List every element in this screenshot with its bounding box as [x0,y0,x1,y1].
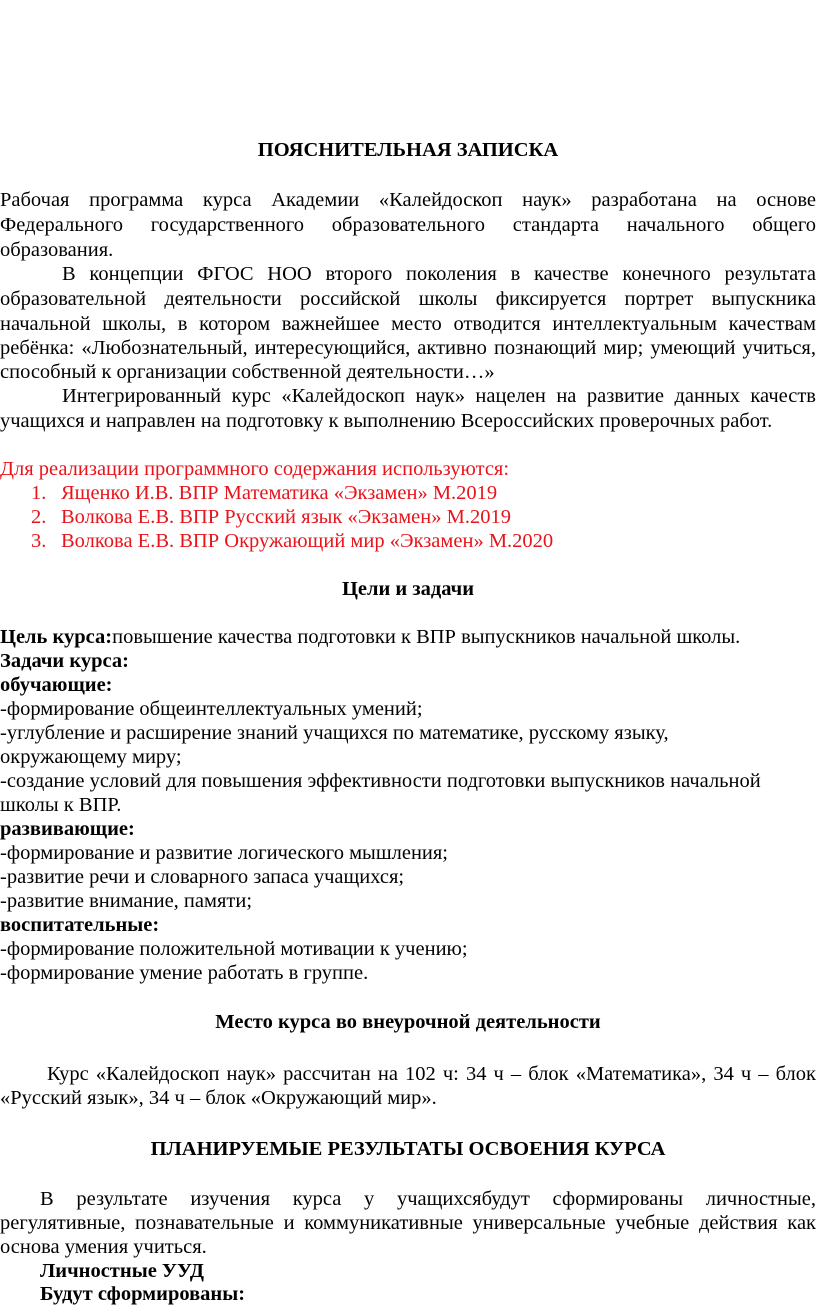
text-line: В результате изучения курса у учащихсябудут сформированы личностные, [40,1188,816,1210]
text-line: -формирование положительной мотивации к учению; [0,938,468,960]
list-number: 1. [31,482,47,504]
developing-label: развивающие: [0,818,135,840]
text-line: учащихся и направлен на подготовку к выполнению Всероссийских проверочных работ. [0,410,773,432]
goal-line [0,625,816,650]
goal-label: Цель курса: [0,626,113,648]
list-number: 3. [31,530,47,552]
section-heading-place: Место курса во внеурочной деятельности [215,1011,601,1033]
goal-text: повышение качества подготовки к ВПР выпускников начальной школы. [112,626,741,648]
text-line: -формирование общеинтеллектуальных умений; [0,698,423,720]
text-line: Рабочая программа курса Академии «Калейдоскоп наук» разработана на основе [0,189,816,211]
text-line: -формирование и развитие логического мышления; [0,842,449,864]
text-line: -развитие речи и словарного запаса учащихся; [0,866,405,888]
text-line: начальной школы, в котором важнейшее место отводится интеллектуальным качествам [0,313,816,335]
section-heading-goals: Цели и задачи [341,578,475,600]
text-line: -развитие внимание, памяти; [0,890,253,912]
text-line: образовательной деятельности российской школы фиксируется портрет выпускника [0,288,816,310]
text-line: окружающему миру; [0,746,182,768]
text-line: «Русский язык», 34 ч – блок «Окружающий мир». [0,1087,437,1109]
formed-label: Будут сформированы: [40,1283,246,1305]
text-line: регулятивные, познавательные и коммуникативные универсальные учебные действия как [0,1212,816,1234]
section-heading-results: ПЛАНИРУЕМЫЕ РЕЗУЛЬТАТЫ ОСВОЕНИЯ КУРСА [150,1138,666,1160]
text-line: -углубление и расширение знаний учащихся по математике, русскому языку, [0,722,669,744]
page-title: ПОЯСНИТЕЛЬНАЯ ЗАПИСКА [257,139,559,161]
list-text: Волкова Е.В. ВПР Окружающий мир «Экзамен» М.2020 [61,530,554,552]
text-line: Курс «Калейдоскоп наук» рассчитан на 102 ч: 34 ч – блок «Математика», 34 ч – блок [47,1063,816,1085]
text-line: образования. [0,239,114,261]
text-line: способный к организации собственной деятельности…» [0,361,495,383]
educational-label: обучающие: [0,674,113,696]
text-line: школы к ВПР. [0,794,122,816]
text-line: -формирование умение работать в группе. [0,962,369,984]
tasks-label: Задачи курса: [0,650,129,672]
text-line: -создание условий для повышения эффективности подготовки выпускников начальной [0,770,761,792]
personal-label: Личностные УУД [40,1260,205,1282]
list-text: Волкова Е.В. ВПР Русский язык «Экзамен» М.2019 [61,506,511,528]
text-line: основа умения учиться. [0,1236,207,1258]
text-line: В концепции ФГОС НОО второго поколения в качестве конечного результата [62,263,816,285]
upbringing-label: воспитательные: [0,914,160,936]
list-text: Ященко И.В. ВПР Математика «Экзамен» М.2019 [61,482,498,504]
text-line: Интегрированный курс «Калейдоскоп наук» нацелен на развитие данных качеств [62,385,816,407]
text-line: ребёнка: «Любознательный, интересующийся, активно познающий мир; умеющий учиться, [0,337,816,359]
text-line: Федерального государственного образовательного стандарта начального общего [0,214,816,236]
list-number: 2. [31,506,47,528]
sources-heading: Для реализации программного содержания используются: [0,458,510,480]
